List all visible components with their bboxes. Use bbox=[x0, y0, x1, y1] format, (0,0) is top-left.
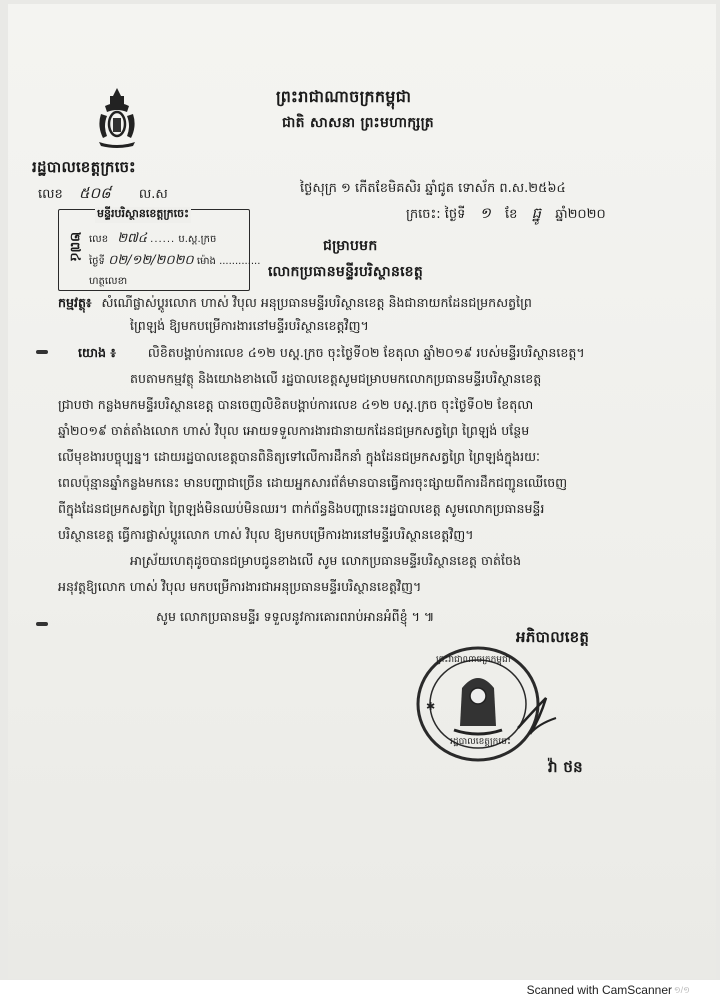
punch-mark bbox=[36, 622, 48, 626]
salutation-recipient: លោកប្រធានមន្ទីរបរិស្ថានខេត្ត bbox=[268, 264, 424, 280]
signature-title: អភិបាលខេត្ត bbox=[516, 628, 590, 646]
reference-text: លិខិតបង្គាប់ការលេខ ៤១២ បស្ត.ក្រច ចុះថ្ងៃទី០២ ខែតុលា ឆ្នាំ២០១៩ របស់មន្ទីរបរិស្ថានខេត្ត។ bbox=[147, 345, 585, 360]
body-p2-line-2: អនុវត្តឱ្យលោក ហាស់ វិបុល មកបម្រើការងារជាអនុប្រធានមន្ទីរបរិស្ថានខេត្តវិញ។ bbox=[58, 579, 422, 594]
ref-suffix: ល.ស bbox=[138, 187, 168, 202]
punch-mark bbox=[36, 350, 48, 354]
body-p1-line-4: លើមុខងារបច្ចុប្បន្ន។ ដោយរដ្ឋបាលខេត្តបានពិនិត្យទៅលើការដឹកនាំ ក្នុងដែនជម្រកសត្វព្រៃ ព្រៃឡង់ក្នុងរយៈ bbox=[58, 449, 540, 464]
body-p1-line-3: ឆ្នាំ២០១៩ ចាត់តាំងលោក ហាស់ វិបុល អោយទទួលការងារជានាយកដែនជម្រកសត្វព្រៃ ព្រៃឡង់ បន្ថែម bbox=[58, 423, 530, 438]
ref-label: លេខ bbox=[38, 187, 63, 202]
solar-month: ធ្នូ bbox=[531, 204, 542, 222]
stamp-number-label: លេខ bbox=[89, 234, 109, 245]
solar-day: ១ bbox=[479, 204, 491, 222]
scanner-watermark: Scanned with CamScanner bbox=[526, 983, 672, 997]
page-number: ១/១ bbox=[673, 985, 690, 995]
subject-label: កម្មវត្ថុ៖ bbox=[58, 295, 92, 310]
body-p1-line-1: តបតាមកម្មវត្ថុ និងយោងខាងលើ រដ្ឋបាលខេត្តសូមជម្រាបមកលោកប្រធានមន្ទីរបរិស្ថានខេត្ត bbox=[130, 371, 542, 386]
stamp-number-value: ២៧៤ bbox=[117, 231, 147, 246]
issuer-reference bbox=[38, 184, 168, 206]
ref-number: ៥០៨ bbox=[78, 184, 111, 202]
royal-arms-emblem bbox=[93, 86, 141, 148]
received-stamp bbox=[58, 207, 261, 291]
issuer-name: រដ្ឋបាលខេត្តក្រចេះ bbox=[32, 158, 136, 176]
stamp-note-label: ហត្ថលេខា bbox=[89, 276, 128, 287]
body-p1-line-5: ពេលប៉ុន្មានឆ្នាំកន្លងមកនេះ មានបញ្ហាជាច្រើន ដោយអ្នកសារព័ត៌មានបានធ្វើការចុះផ្សាយពីការដឹកជញ្ជូនឈើចេញ bbox=[58, 475, 568, 490]
stamp-number-row: លេខ ២៧៤ ...... ប.ស្ត.ក្រច bbox=[89, 231, 217, 246]
body-p1-line-2: ជ្រាបថា កន្លងមកមន្ទីរបរិស្ថានខេត្ត បានចេញលិខិតបង្គាប់ការលេខ ៤១២ បស្ត.ក្រច ចុះថ្ងៃទី០២ ខែតុលា bbox=[58, 397, 534, 412]
stamp-date-value: ០២/១២/២០២០ bbox=[108, 253, 194, 268]
signatory-name: វ៉ា ថន bbox=[548, 758, 583, 776]
stamp-date-suffix: ម៉ោង bbox=[196, 256, 216, 267]
closing-line: សូម លោកប្រធានមន្ទីរ ទទួលនូវការគោរពរាប់អានអំពីខ្ញុំ ។ ៕ bbox=[156, 609, 435, 624]
solar-date-prefix: ក្រចេះ: ថ្ងៃទី bbox=[406, 207, 466, 222]
salutation-respect: ជម្រាបមក bbox=[323, 238, 378, 254]
stamp-note-row bbox=[89, 274, 127, 289]
svg-text:✱: ✱ bbox=[426, 700, 436, 713]
solar-year: ឆ្នាំ២០២០ bbox=[555, 207, 606, 222]
seal-top-text: ព្រះរាជាណាចក្រកម្ពុជា bbox=[436, 655, 511, 665]
seal-bottom-text: រដ្ឋបាលខេត្តក្រចេះ bbox=[450, 737, 511, 747]
solar-date bbox=[406, 204, 606, 226]
body-p1-line-7: បរិស្ថានខេត្ត ធ្វើការផ្លាស់ប្តូរលោក ហាស់ វិបុល ឱ្យមកបម្រើការងារនៅមន្ទីរបរិស្ថានខេត្តវិញ។ bbox=[58, 527, 474, 542]
solar-month-label: ខែ bbox=[505, 207, 518, 222]
subject-text-1: សំណើផ្លាស់ប្តូរលោក ហាស់ វិបុល អនុប្រធានមន្ទីរបរិស្ថានខេត្ត និងជានាយកដែនជម្រកសត្វព្រៃ bbox=[101, 295, 532, 310]
stamp-title: មន្ទីរបរិស្ថានខេត្តក្រចេះ bbox=[95, 207, 191, 223]
body-p2-line-1: អាស្រ័យហេតុដូចបានជម្រាបជូនខាងលើ សូម លោកប្រធានមន្ទីរបរិស្ថានខេត្ត ចាត់ចែង bbox=[130, 553, 521, 568]
reference-label: យោង ៖ bbox=[78, 345, 116, 360]
subject-text-2: ព្រៃឡង់ ឱ្យមកបម្រើការងារនៅមន្ទីរបរិស្ថានខេត្តវិញ។ bbox=[130, 318, 369, 333]
stamp-date-row: ថ្ងៃទី ០២/១២/២០២០ ម៉ោង ............. bbox=[89, 253, 261, 268]
national-motto: ជាតិ សាសនា ព្រះមហាក្សត្រ bbox=[282, 115, 434, 131]
kingdom-heading: ព្រះរាជាណាចក្រកម្ពុជា bbox=[276, 87, 412, 106]
stamp-side-code: ២៧៤ bbox=[67, 232, 82, 262]
stamp-date-label: ថ្ងៃទី bbox=[89, 256, 105, 267]
stamp-number-suffix: ប.ស្ត.ក្រច bbox=[178, 234, 217, 245]
lunar-date: ថ្ងៃសុក្រ ១ កើតខែមិគសិរ ឆ្នាំជូត ទោស័ក ព.ស.២៥៦៤ bbox=[300, 181, 566, 196]
body-p1-line-6: ពីក្នុងដែនជម្រកសត្វព្រៃ ព្រៃឡង់មិនឈប់មិនឈរ។ ពាក់ព័ន្ធនិងបញ្ហានេះរដ្ឋបាលខេត្ត សូមលោកប្រធានមន្ទីរ bbox=[58, 501, 545, 516]
reference-line bbox=[78, 340, 585, 367]
